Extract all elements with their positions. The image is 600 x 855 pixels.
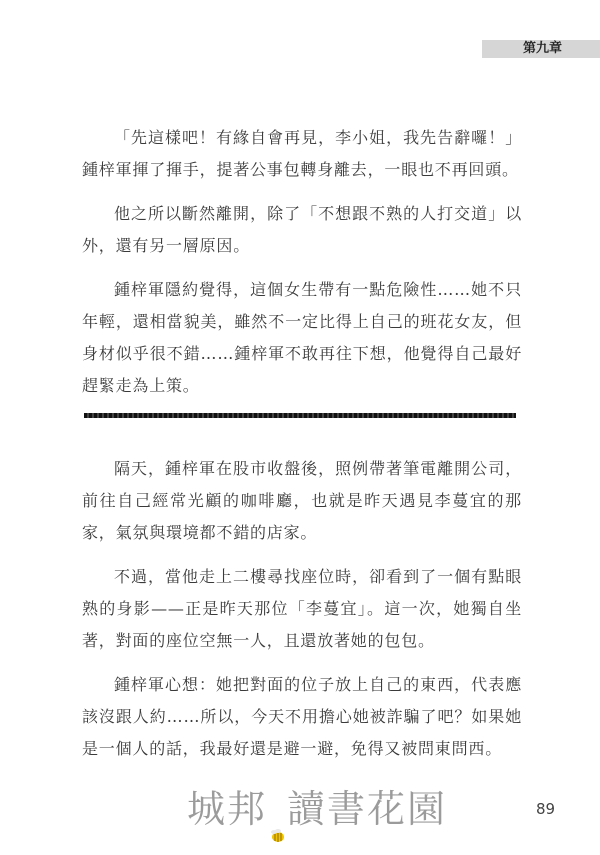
watermark-text-part1: 城邦 [187,787,268,831]
paragraph: 鍾梓軍隱約覺得，這個女生帶有一點危險性……她不只年輕，還相當貌美，雖然不一定比得上自己的班花女友，但身材似乎很不錯……鍾梓軍不敢再往下想，他覺得自己最好趕緊走為上策。 [82,280,522,395]
text-section-2 [82,453,522,777]
paragraph: 「先這樣吧！有緣自會再見，李小姐，我先告辭囉！」鍾梓軍揮了揮手，提著公事包轉身離去，一眼也不再回頭。 [82,128,522,179]
paragraph: 鍾梓軍心想：她把對面的位子放上自己的東西，代表應該沒跟人約……所以，今天不用擔心她被詐騙了吧？如果她是一個人的話，我最好還是避一避，免得又被問東問西。 [82,675,522,758]
chapter-label: 第九章 [522,41,562,56]
paragraph: 不過，當他走上二樓尋找座位時，卻看到了一個有點眼熟的身影——正是昨天那位「李蔓宜」。這一次，她獨自坐著，對面的座位空無一人，且還放著她的包包。 [82,567,522,650]
section-divider [84,413,516,418]
bee-icon [269,805,285,819]
paragraph: 他之所以斷然離開，除了「不想跟不熟的人打交道」以外，還有另一層原因。 [82,204,522,255]
watermark-text-part2: 讀書花園 [287,787,448,831]
watermark-logo [187,784,447,834]
chapter-header-tab [482,40,600,58]
page-number: 89 [536,800,556,818]
paragraph: 隔天，鍾梓軍在股市收盤後，照例帶著筆電離開公司，前往自己經常光顧的咖啡廳，也就是昨天遇見李蔓宜的那家，氣氛與環境都不錯的店家。 [82,459,522,542]
text-section-1 [82,122,522,414]
